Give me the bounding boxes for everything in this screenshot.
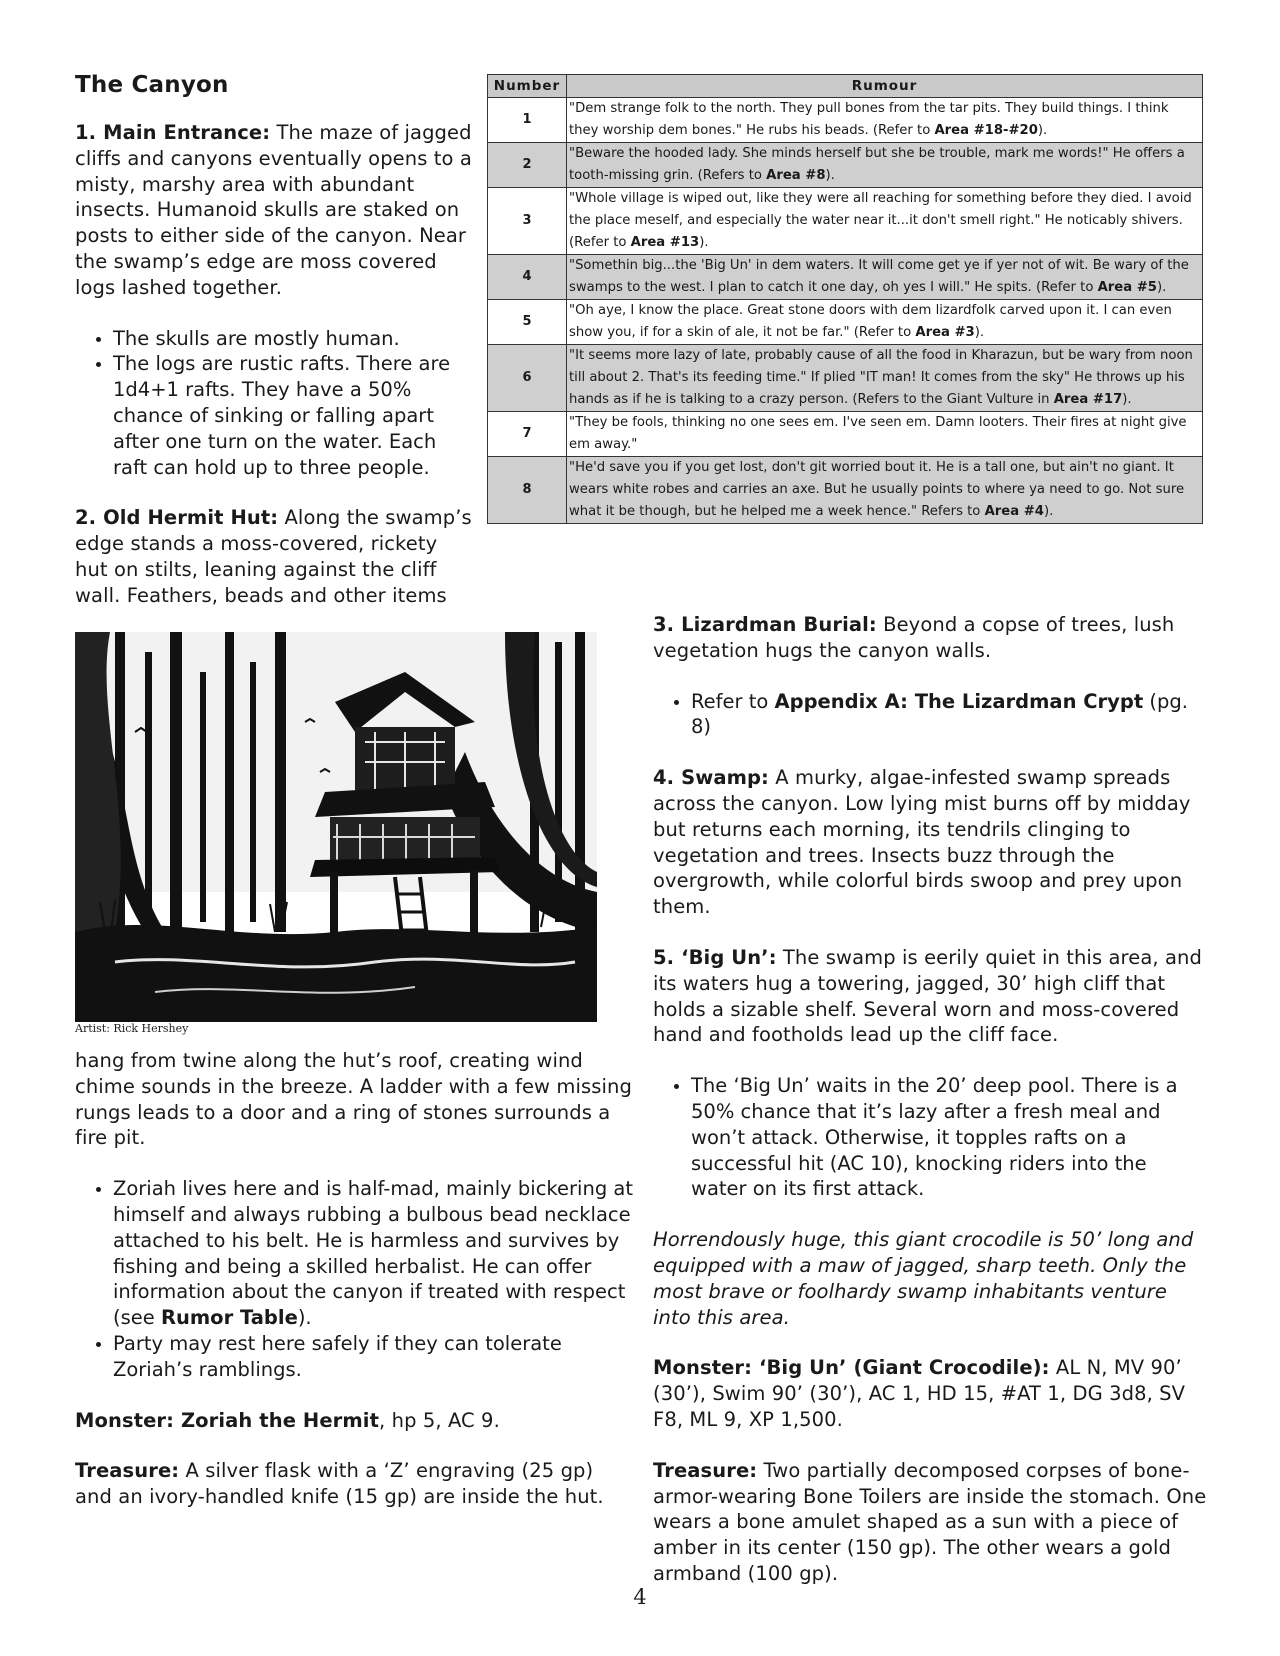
area-2-heading: 2. Old Hermit Hut: xyxy=(75,506,279,530)
rumour-text: "Somethin big...the 'Big Un' in dem waters. It will come get ye if yer not of wit. Be wary of the swamps to the west. I plan to catch it one day, oh yes I will." He spits. (Refer to Area #5). xyxy=(567,255,1203,300)
rumour-column-header: Rumour xyxy=(567,75,1203,98)
area-1-paragraph xyxy=(75,120,475,301)
rumour-number: 7 xyxy=(488,412,567,457)
rumour-number: 4 xyxy=(488,255,567,300)
area-2-text-a: Along the swamp’s edge stands a moss-covered, rickety hut on stilts, leaning against the cliff wall. Feathers, beads and other items xyxy=(75,506,472,607)
rumour-number: 2 xyxy=(488,143,567,188)
area-4-text: A murky, algae-infested swamp spreads across the canyon. Low lying mist burns off by midday but returns each morning, its tendrils clinging to vegetation and trees. Insects buzz through the overgrowth, while colorful birds swoop and prey upon them. xyxy=(653,766,1191,919)
number-column-header: Number xyxy=(488,75,567,98)
treasure-text: Two partially decomposed corpses of bone-armor-wearing Bone Toilers are inside the stomach. One wears a bone amulet shaped as a sun with a piece of amber in its center (150 gp). The other wears a gold armband (100 gp). xyxy=(653,1458,1207,1585)
table-row xyxy=(488,412,1203,457)
area-4-heading: 4. Swamp: xyxy=(653,766,769,790)
area-5-bullets xyxy=(653,1073,1208,1202)
hermit-hut-illustration xyxy=(75,632,597,1022)
area-5-flavor-text: Horrendously huge, this giant crocodile is 50’ long and equipped with a maw of jagged, sharp teeth. Only the most brave or foolhardy swamp inhabitants venture into this area. xyxy=(653,1228,1194,1329)
rumour-number: 3 xyxy=(488,188,567,255)
art-credit: Artist: Rick Hershey xyxy=(75,1022,189,1035)
list-item: • Refer to Appendix A: The Lizardman Crypt (pg. 8) xyxy=(691,689,1208,741)
monster-label: Monster: Zoriah the Hermit xyxy=(75,1408,380,1432)
area-4-paragraph xyxy=(653,765,1208,920)
area-1-text: The maze of jagged cliffs and canyons eventually opens to a misty, marshy area with abundant insects. Humanoid skulls are staked on posts to either side of the canyon. Near the swamp’s edge are moss covered logs lashed together. xyxy=(75,121,472,299)
table-row xyxy=(488,457,1203,524)
rumour-text: "They be fools, thinking no one sees em. I've seen em. Damn looters. Their fires at night give em away." xyxy=(567,412,1203,457)
area-2-bullets xyxy=(75,1176,635,1382)
left-column-top xyxy=(75,72,475,634)
rumour-text: "Dem strange folk to the north. They pull bones from the tar pits. They build things. I think they worship dem bones." He rubs his beads. (Refer to Area #18-#20). xyxy=(567,98,1203,143)
monster-label: Monster: ‘Big Un’ (Giant Crocodile): xyxy=(653,1356,1050,1380)
table-row xyxy=(488,188,1203,255)
treasure-label: Treasure: xyxy=(653,1458,758,1482)
area-2-paragraph xyxy=(75,505,475,608)
rumour-text: "He'd save you if you get lost, don't git worried bout it. He is a tall one, but ain't no giant. It wears white robes and carries an axe. But he usually points to where ya need to go. Not sure what it be though, but he helped me a week hence." Refers to Area #4). xyxy=(567,457,1203,524)
rumour-number: 1 xyxy=(488,98,567,143)
rumour-text: "It seems more lazy of late, probably cause of all the food in Kharazun, but be wary from noon till about 2. That's its feeding time." If plied "IT man! It comes from the sky" He throws up his hands as if he is talking to a crazy person. (Refers to the Giant Vulture in Area #17). xyxy=(567,345,1203,412)
list-item: • Zoriah lives here and is half-mad, mainly bickering at himself and always rubbing a bulbous bead necklace attached to his belt. He is harmless and survives by fishing and being a skilled herbalist. He can offer information about the canyon if treated with respect (see Rumor Table). xyxy=(113,1176,635,1331)
treasure-label: Treasure: xyxy=(75,1459,180,1483)
monster-stats: , hp 5, AC 9. xyxy=(379,1408,500,1432)
table-row xyxy=(488,98,1203,143)
area-2-continued: hang from twine along the hut’s roof, creating wind chime sounds in the breeze. A ladder with a few missing rungs leads to a door and a ring of stones surrounds a fire pit. xyxy=(75,1049,632,1150)
list-item: • The skulls are mostly human. xyxy=(113,326,475,352)
table-row xyxy=(488,255,1203,300)
treasure-text: A silver flask with a ‘Z’ engraving (25 gp) and an ivory-handled knife (15 gp) are inside the hut. xyxy=(75,1459,604,1509)
area-5-heading: 5. ‘Big Un’: xyxy=(653,945,777,969)
rumour-text: "Oh aye, I know the place. Great stone doors with dem lizardfolk carved upon it. I can even show you, if for a skin of ale, it not be far." (Refer to Area #3). xyxy=(567,300,1203,345)
list-item: • Party may rest here safely if they can tolerate Zoriah’s ramblings. xyxy=(113,1331,635,1383)
left-column-bottom xyxy=(75,1048,635,1535)
treehouse-image xyxy=(75,632,597,1022)
area-2-monster xyxy=(75,1408,635,1434)
area-5-text: The swamp is eerily quiet in this area, and its waters hug a towering, jagged, 30’ high cliff that holds a sizable shelf. Several worn and moss-covered hand and footholds lead up the cliff face. xyxy=(653,945,1202,1047)
rumour-number: 6 xyxy=(488,345,567,412)
area-1-bullets xyxy=(75,326,475,481)
area-5-treasure xyxy=(653,1458,1208,1587)
table-row xyxy=(488,300,1203,345)
table-row xyxy=(488,345,1203,412)
area-1-heading: 1. Main Entrance: xyxy=(75,121,271,144)
area-3-heading: 3. Lizardman Burial: xyxy=(653,613,877,636)
rumor-table-reference: Rumor Table xyxy=(160,1306,298,1330)
appendix-reference: Appendix A: The Lizardman Crypt xyxy=(774,689,1144,713)
area-5-monster xyxy=(653,1355,1208,1432)
monster-stats: AL N, MV 90’ (30’), Swim 90’ (30’), AC 1, HD 15, #AT 1, DG 3d8, SV F8, ML 9, XP 1,500. xyxy=(653,1356,1186,1431)
rumour-table xyxy=(487,74,1203,524)
area-3-bullets xyxy=(653,689,1208,741)
area-5-paragraph xyxy=(653,945,1208,1048)
table-row xyxy=(488,143,1203,188)
section-title: The Canyon xyxy=(75,72,229,98)
table-header-row xyxy=(488,75,1203,98)
rumour-number: 5 xyxy=(488,300,567,345)
rumour-number: 8 xyxy=(488,457,567,524)
page-number: 4 xyxy=(633,1585,647,1609)
area-2-treasure xyxy=(75,1458,635,1510)
area-3-text: Beyond a copse of trees, lush vegetation hugs the canyon walls. xyxy=(653,613,1175,662)
rumour-text: "Beware the hooded lady. She minds herself but she be trouble, mark me words!" He offers a tooth-missing grin. (Refers to Area #8). xyxy=(567,143,1203,188)
rumour-text: "Whole village is wiped out, like they were all reaching for something before they died. I avoid the place meself, and especially the water near it...it don't smell right." He noticably shivers. (Refer to Area #13). xyxy=(567,188,1203,255)
list-item: • The logs are rustic rafts. There are 1d4+1 rafts. They have a 50% chance of sinking or falling apart after one turn on the water. Each raft can hold up to three people. xyxy=(113,351,475,480)
area-3-paragraph xyxy=(653,612,1208,664)
list-item: • The ‘Big Un’ waits in the 20’ deep pool. There is a 50% chance that it’s lazy after a fresh meal and won’t attack. Otherwise, it topples rafts on a successful hit (AC 10), knocking riders into the water on its first attack. xyxy=(691,1073,1208,1202)
right-column xyxy=(653,612,1208,1612)
